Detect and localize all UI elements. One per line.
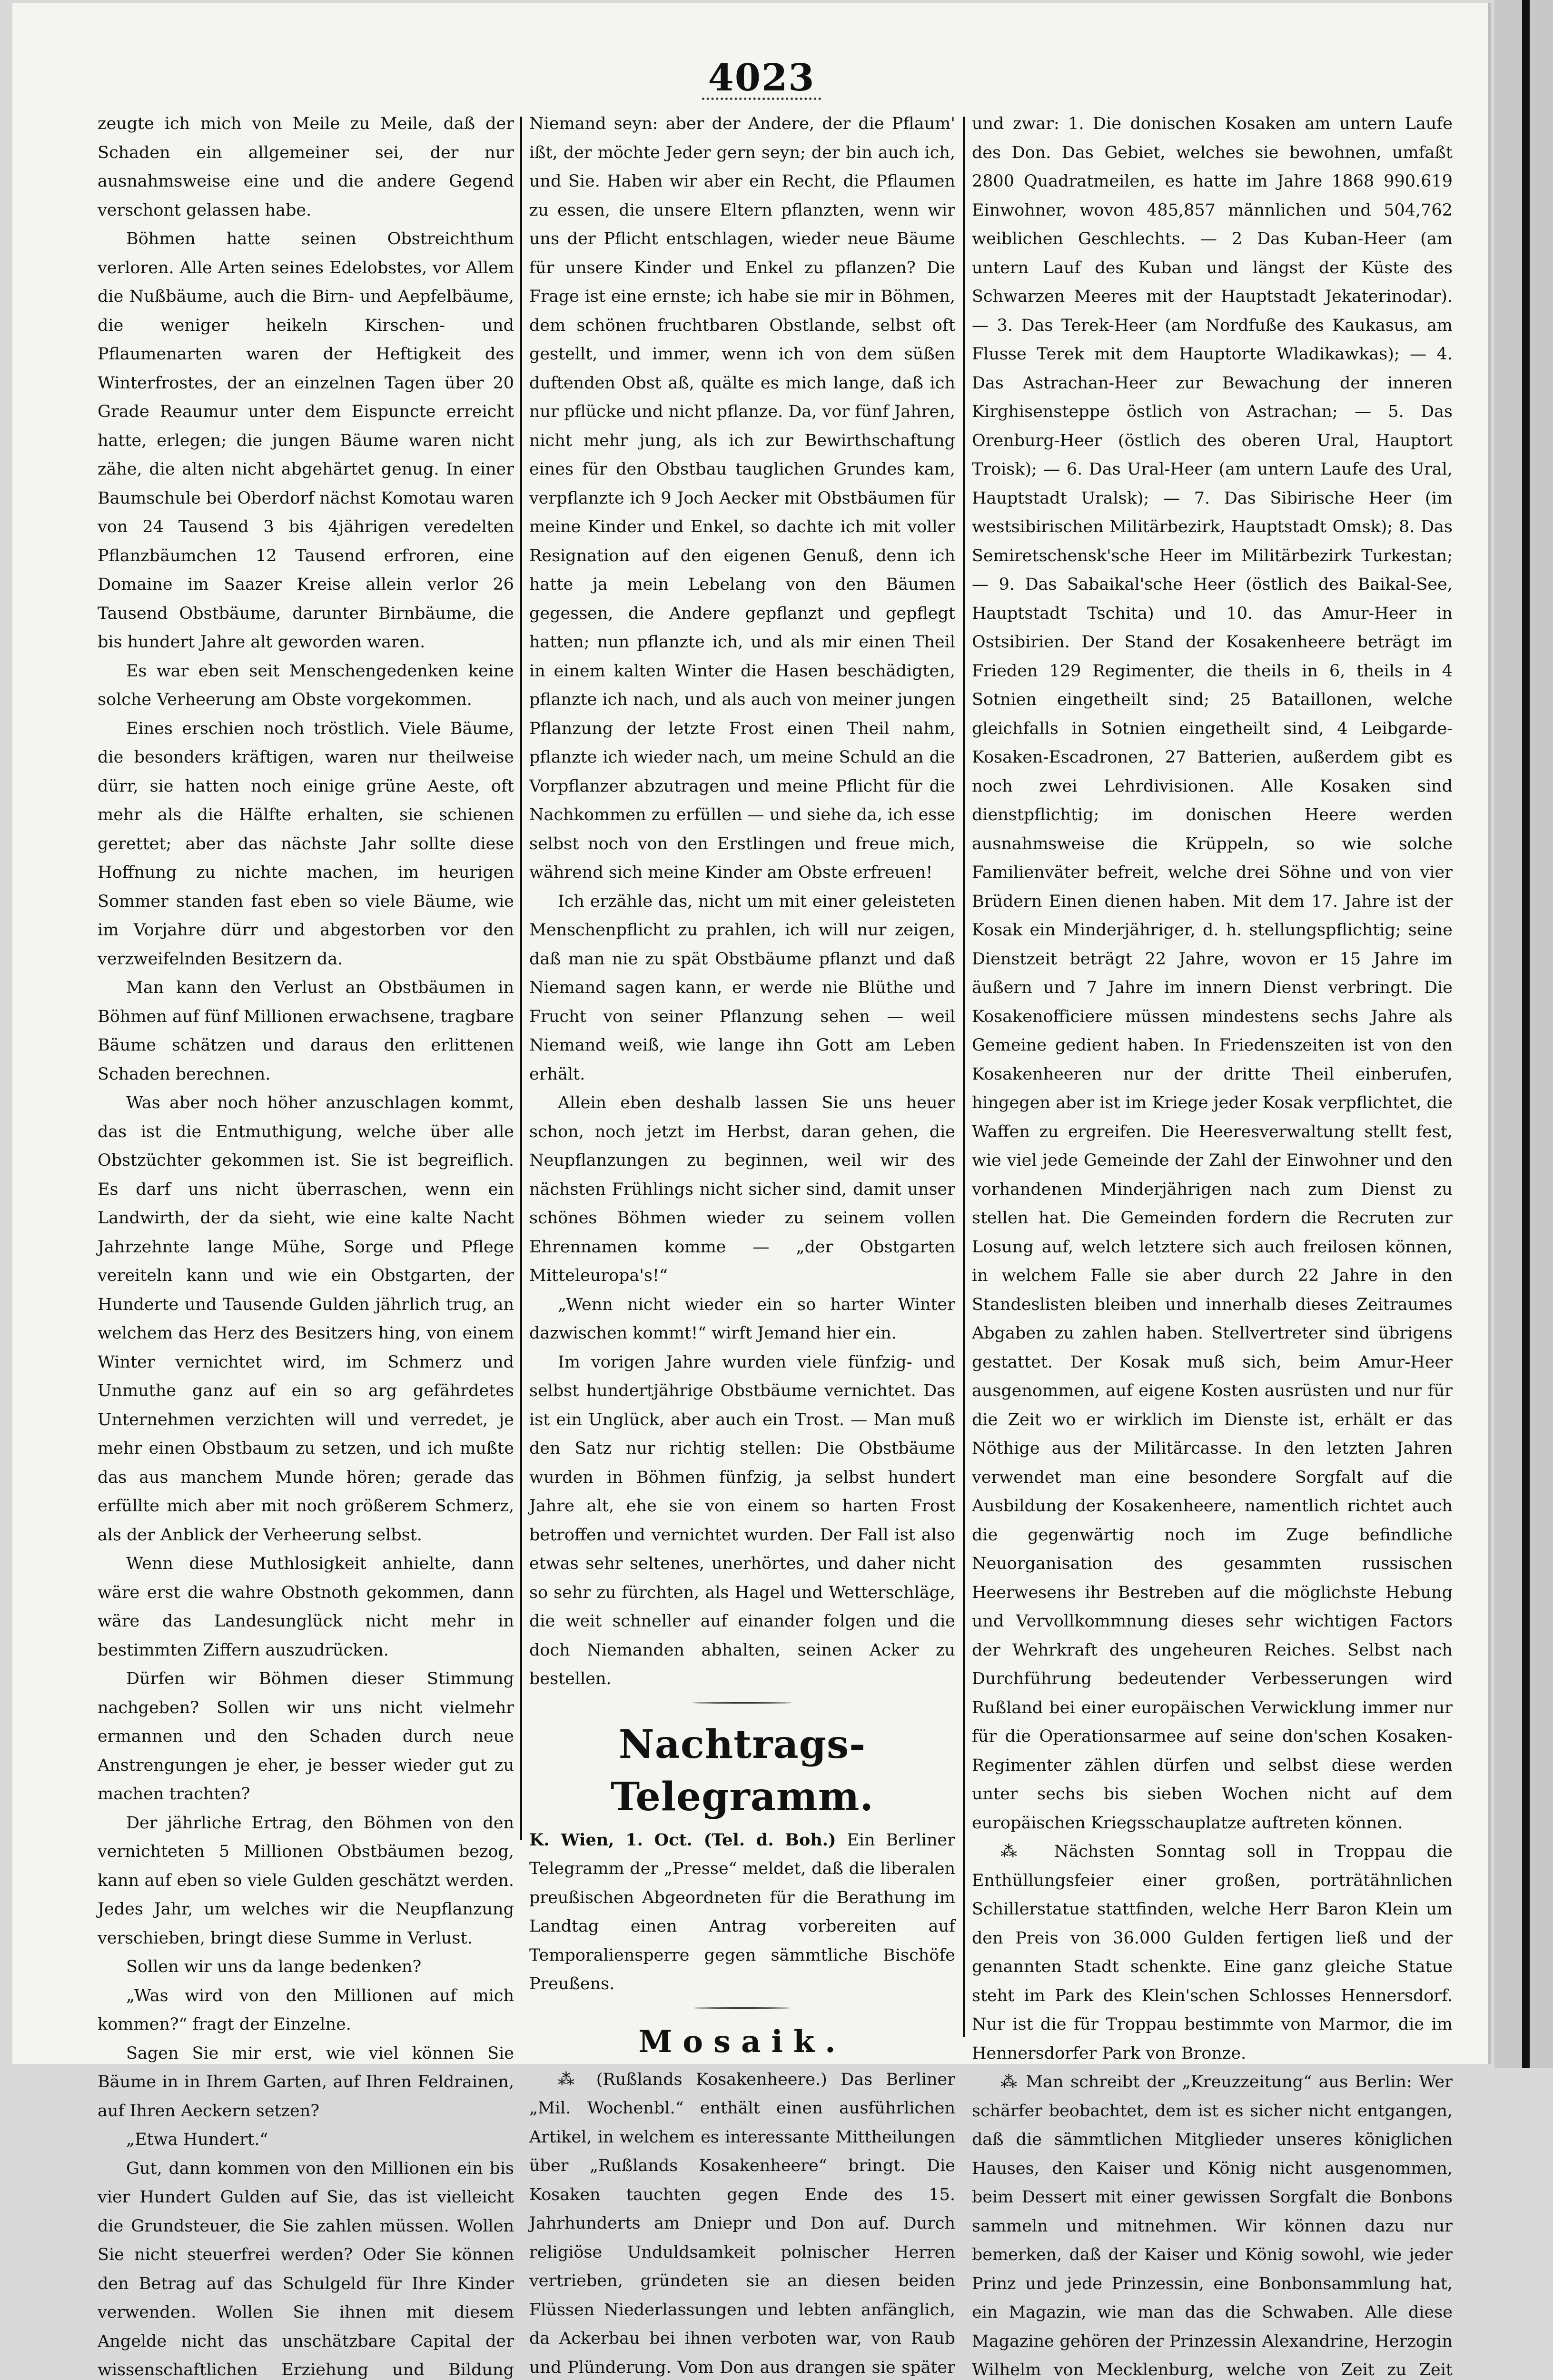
right-column — [972, 109, 1453, 2052]
middle-column — [529, 109, 955, 2052]
paragraph: Böhmen hatte seinen Obstreichthum verloren. Alle Arten seines Edelobstes, vor Allem die Nußbäume, auch die Birn- und Aepfelbäume, die weniger heikeln Kirschen- und Pflaumenarten waren der Heftigkeit des Winterfrostes, der an einzelnen Tagen über 20 Grade Reaumur unter dem Eispuncte erreicht hatte, erlegen; die jungen Bäume waren nicht zähe, die alten nicht abgehärtet genug. In einer Baumschule bei Oberdorf nächst Komotau waren von 24 Tausend 3 bis 4jährigen veredelten Pflanzbäumchen 12 Tausend erfroren, eine Domaine im Saazer Kreise allein verlor 26 Tausend Obstbäume, darunter Birnbäume, die bis hundert Jahre alt geworden waren. — [98, 225, 514, 657]
column-rule-right — [963, 117, 965, 2037]
telegram-body — [529, 1826, 955, 1999]
paragraph: Eines erschien noch tröstlich. Viele Bäume, die besonders kräftigen, waren nur theilweise dürr, sie hatten noch einige grüne Aeste, oft mehr als die Hälfte erhalten, sie schienen gerettet; aber das nächste Jahr sollte diese Hoffnung zu nichte machen, im heurigen Sommer standen fast eben so viele Bäume, wie im Vorjahre dürr und abgestorben vor den verzweifelnden Besitzern da. — [98, 714, 514, 974]
paragraph: Wenn diese Muthlosigkeit anhielte, dann wäre erst die wahre Obstnoth gekommen, dann wäre das Landesunglück nicht mehr in bestimmten Ziffern auszudrücken. — [98, 1549, 514, 1665]
paragraph: Es war eben seit Menschengedenken keine solche Verheerung am Obste vorgekommen. — [98, 657, 514, 714]
paragraph: „Was wird von den Millionen auf mich kommen?“ fragt der Einzelne. — [98, 1982, 514, 2039]
paragraph: ⁂ Man schreibt der „Kreuzzeitung“ aus Berlin: Wer schärfer beobachtet, dem ist es sicher nicht entgangen, daß die sämmtlichen Mitglieder unseres königlichen Hauses, den Kaiser und König nicht ausgenommen, beim Dessert mit einer gewissen Sorgfalt die Bonbons sammeln und mitnehmen. Wir können dazu nur bemerken, daß der Kaiser und König sowohl, wie jeder Prinz und jede Prinzessin, eine Bonbonsammlung hat, ein Magazin, wie man das die Schwaben. Alle diese Magazine gehören der Prinzessin Alexandrine, Herzogin Wilhelm von Mecklenburg, welche von Zeit zu Zeit — [972, 2068, 1453, 2380]
paragraph: Man kann den Verlust an Obstbäumen in Böhmen auf fünf Millionen erwachsene, tragbare Bäume schätzen und daraus den erlittenen Schaden berechnen. — [98, 973, 514, 1089]
page-edge-shadow — [1522, 0, 1530, 2068]
page-number-ornament — [702, 98, 821, 102]
paragraph: zeugte ich mich von Meile zu Meile, daß der Schaden ein allgemeiner sei, der nur ausnahmsweise eine und die andere Gegend verschont gelassen habe. — [98, 109, 514, 225]
telegram-text: Ein Berliner Telegramm der „Presse“ meldet, daß die liberalen preußischen Abgeordneten für die Berathung im Landtag einen Antrag vorbereiten auf Temporaliensperre gegen sämmtliche Bischöfe Preußens. — [529, 1831, 955, 1994]
paragraph: Sagen Sie mir erst, wie viel können Sie Bäume in in Ihrem Garten, auf Ihren Feldrainen, auf Ihren Aeckern setzen? — [98, 2039, 514, 2126]
section-divider — [529, 1999, 955, 2018]
paragraph: „Etwa Hundert.“ — [98, 2125, 514, 2154]
paragraph: Der jährliche Ertrag, den Böhmen von den vernichteten 5 Millionen Obstbäumen bezog, kann auf eben so viele Gulden geschätzt werden. Jedes Jahr, um welches wir die Neupflanzung verschieben, bringt diese Summe in Verlust. — [98, 1809, 514, 1953]
telegram-dateline: K. Wien, 1. Oct. (Tel. d. Boh.) — [529, 1830, 836, 1850]
paragraph: Niemand seyn: aber der Andere, der die Pflaum' ißt, der möchte Jeder gern seyn; der bin auch ich, und Sie. Haben wir aber ein Recht, die Pflaumen zu essen, die unsere Eltern pflanzten, wenn wir uns der Pflicht entschlagen, wieder neue Bäume für unsere Kinder und Enkel zu pflanzen? Die Frage ist eine ernste; ich habe sie mir in Böhmen, dem schönen fruchtbaren Obstlande, selbst oft gestellt, und immer, wenn ich von dem süßen duftenden Obst aß, quälte es mich lange, daß ich nur pflücke und nicht pflanze. Da, vor fünf Jahren, nicht mehr jung, als ich zur Bewirthschaftung eines für den Obstbau tauglichen Grundes kam, verpflanzte ich 9 Joch Aecker mit Obstbäumen für meine Kinder und Enkel, so dachte ich mit voller Resignation auf den eigenen Genuß, denn ich hatte ja mein Lebelang von den Bäumen gegessen, die Andere gepflanzt und gepflegt hatten; nun pflanzte ich, und als mir einen Theil in einem kalten Winter die Hasen beschädigten, pflanzte ich nach, und als auch von meiner jungen Pflanzung der letzte Frost einen Theil nahm, pflanzte ich wieder nach, um meine Schuld an die Vorpflanzer abzutragen und meine Pflicht für die Nachkommen zu erfüllen — und siehe da, ich esse selbst noch von den Erstlingen und freue mich, während sich meine Kinder am Obste erfreuen! — [529, 109, 955, 887]
paragraph: Ich erzähle das, nicht um mit einer geleisteten Menschenpflicht zu prahlen, ich will nur zeigen, daß man nie zu spät Obstbäume pflanzt und daß Niemand sagen kann, er werde nie Blüthe und Frucht von seiner Pflanzung sehen — weil Niemand weiß, wie lange ihn Gott am Leben erhält. — [529, 887, 955, 1089]
paragraph: Gut, dann kommen von den Millionen ein bis vier Hundert Gulden auf Sie, das ist vielleicht die Grundsteuer, die Sie zahlen müssen. Wollen Sie nicht steuerfrei werden? Oder Sie können den Betrag auf das Schulgeld für Ihre Kinder verwenden. Wollen Sie ihnen mit diesem Angelde nicht das unschätzbare Capital der wissenschaftlichen Erziehung und Bildung — [98, 2154, 514, 2380]
left-column — [98, 109, 514, 2052]
paragraph: Was aber noch höher anzuschlagen kommt, das ist die Entmuthigung, welche über alle Obstzüchter gekommen ist. Sie ist begreiflich. Es darf uns nicht überraschen, wenn ein Landwirth, der da sieht, wie eine kalte Nacht Jahrzehnte lange Mühe, Sorge und Pflege vereiteln kann und wie ein Obstgarten, der Hunderte und Tausende Gulden jährlich trug, an welchem das Herz des Besitzers hing, von einem Winter vernichtet wird, im Schmerz und Unmuthe ganz auf ein so arg gefährdetes Unternehmen verzichten will und verredet, je mehr einen Obstbaum zu setzen, und ich mußte das aus manchem Munde hören; gerade das erfüllte mich aber mit noch größerem Schmerz, als der Anblick der Verheerung selbst. — [98, 1089, 514, 1549]
paragraph: Sollen wir uns da lange bedenken? — [98, 1953, 514, 1982]
page-number: 4023 — [695, 56, 828, 99]
telegram-heading: Nachtrags-Telegramm. — [529, 1718, 955, 1823]
section-divider — [529, 1694, 955, 1713]
paragraph: „Wenn nicht wieder ein so harter Winter dazwischen kommt!“ wirft Jemand hier ein. — [529, 1290, 955, 1348]
paragraph: Allein eben deshalb lassen Sie uns heuer schon, noch jetzt im Herbst, daran gehen, die Neupflanzungen zu beginnen, weil wir des nächsten Frühlings nicht sicher sind, damit unser schönes Böhmen wieder zu seinem vollen Ehrennamen komme — „der Obstgarten Mitteleuropa's!“ — [529, 1089, 955, 1290]
paragraph: Dürfen wir Böhmen dieser Stimmung nachgeben? Sollen wir uns nicht vielmehr ermannen und den Schaden durch neue Anstrengungen je eher, je besser wieder gut zu machen trachten? — [98, 1665, 514, 1809]
mosaik-heading: Mosaik. — [529, 2021, 955, 2063]
paragraph: Im vorigen Jahre wurden viele fünfzig- und selbst hundertjährige Obstbäume vernichtet. Das ist ein Unglück, aber auch ein Trost. — Man muß den Satz nur richtig stellen: Die Obstbäume wurden in Böhmen fünfzig, ja selbst hundert Jahre alt, ehe sie von einem so harten Frost betroffen und vernichtet wurden. Der Fall ist also etwas sehr seltenes, unerhörtes, und daher nicht so sehr zu fürchten, als Hagel und Wetterschläge, die weit schneller auf einander folgen und die doch Niemanden abhalten, seinen Acker zu bestellen. — [529, 1348, 955, 1694]
paragraph: ⁂ Nächsten Sonntag soll in Troppau die Enthüllungsfeier einer großen, porträtähnlichen Schillerstatue stattfinden, welche Herr Baron Klein um den Preis von 36.000 Gulden fertigen ließ und der genannten Stadt schenkte. Eine ganz gleiche Statue steht im Park des Klein'schen Schlosses Hennersdorf. Nur ist die für Troppau bestimmte von Marmor, die im Hennersdorfer Park von Bronze. — [972, 1837, 1453, 2068]
paragraph: ⁂ (Rußlands Kosakenheere.) Das Berliner „Mil. Wochenbl.“ enthält einen ausführlichen Artikel, in welchem es interessante Mittheilungen über „Rußlands Kosakenheere“ bringt. Die Kosaken tauchten gegen Ende des 15. Jahrhunderts am Dniepr und Don auf. Durch religiöse Unduldsamkeit polnischer Herren vertrieben, gründeten sie an diesen beiden Flüssen Niederlassungen und lebten anfänglich, da Ackerbau bei ihnen verboten war, von Raub und Plünderung. Vom Don aus drangen sie später — [529, 2065, 955, 2380]
column-rule-left — [520, 117, 522, 1840]
paragraph: und zwar: 1. Die donischen Kosaken am untern Laufe des Don. Das Gebiet, welches sie bewohnen, umfaßt 2800 Quadratmeilen, es hatte im Jahre 1868 990.619 Einwohner, wovon 485,857 männlichen und 504,762 weiblichen Geschlechts. — 2 Das Kuban-Heer (am untern Lauf des Kuban und längst der Küste des Schwarzen Meeres mit der Hauptstadt Jekaterinodar). — 3. Das Terek-Heer (am Nordfuße des Kaukasus, am Flusse Terek mit dem Hauptorte Wladikawkas); — 4. Das Astrachan-Heer zur Bewachung der inneren Kirghisensteppe östlich von Astrachan; — 5. Das Orenburg-Heer (östlich des oberen Ural, Hauptort Troisk); — 6. Das Ural-Heer (am untern Laufe des Ural, Hauptstadt Uralsk); — 7. Das Sibirische Heer (im westsibirischen Militärbezirk, Hauptstadt Omsk); 8. Das Semiretschensk'sche Heer im Militärbezirk Turkestan; — 9. Das Sabaikal'sche Heer (östlich des Baikal-See, Hauptstadt Tschita) und 10. das Amur-Heer in Ostsibirien. Der Stand der Kosakenheere beträgt im Frieden 129 Regimenter, die theils in 6, theils in 4 Sotnien eingetheilt sind; 25 Bataillonen, welche gleichfalls in Sotnien eingetheilt sind, 4 Leibgarde-Kosaken-Escadronen, 27 Batterien, außerdem gibt es noch zwei Lehrdivisionen. Alle Kosaken sind dienstpflichtig; im donischen Heere werden ausnahmsweise die Krüppeln, so wie solche Familienväter befreit, welche drei Söhne und von vier Brüdern Einen dienen haben. Mit dem 17. Jahre ist der Kosak ein Minderjähriger, d. h. stellungspflichtig; seine Dienstzeit beträgt 22 Jahre, wovon er 15 Jahre im äußern und 7 Jahre im innern Dienst verbringt. Die Kosakenofficiere müssen mindestens sechs Jahre als Gemeine gedient haben. In Friedenszeiten ist von den Kosakenheeren nur der dritte Theil einberufen, hingegen aber ist im Kriege jeder Kosak verpflichtet, die Waffen zu ergreifen. Die Heeresverwaltung stellt fest, wie viel jede Gemeinde der Zahl der Einwohner und den vorhandenen Minderjährigen nach zum Dienst zu stellen hat. Die Gemeinden fordern die Recruten zur Losung auf, welch letztere sich auch freilosen können, in welchem Falle sie aber durch 22 Jahre in den Standeslisten bleiben und innerhalb dieses Zeitraumes Abgaben zu zahlen haben. Stellvertreter sind übrigens gestattet. Der Kosak muß sich, beim Amur-Heer ausgenommen, auf eigene Kosten ausrüsten und nur für die Zeit wo er wirklich im Dienste ist, erhält er das Nöthige aus der Militärcasse. In den letzten Jahren verwendet man eine besondere Sorgfalt auf die Ausbildung der Kosakenheere, namentlich richtet auch die gegenwärtig noch im Zuge befindliche Neuorganisation des gesammten russischen Heerwesens ihr Bestreben auf die möglichste Hebung und Vervollkommnung dieses sehr wichtigen Factors der Wehrkraft des ungeheuren Reiches. Selbst nach Durchführung bedeutender Verbesserungen wird Rußland bei einer europäischen Verwicklung immer nur für die Operationsarmee auf seine don'schen Kosaken-Regimenter zählen dürfen und selbst diese werden unter sechs bis sieben Wochen nicht auf dem europäischen Kriegsschauplatze auftreten können. — [972, 109, 1453, 1837]
